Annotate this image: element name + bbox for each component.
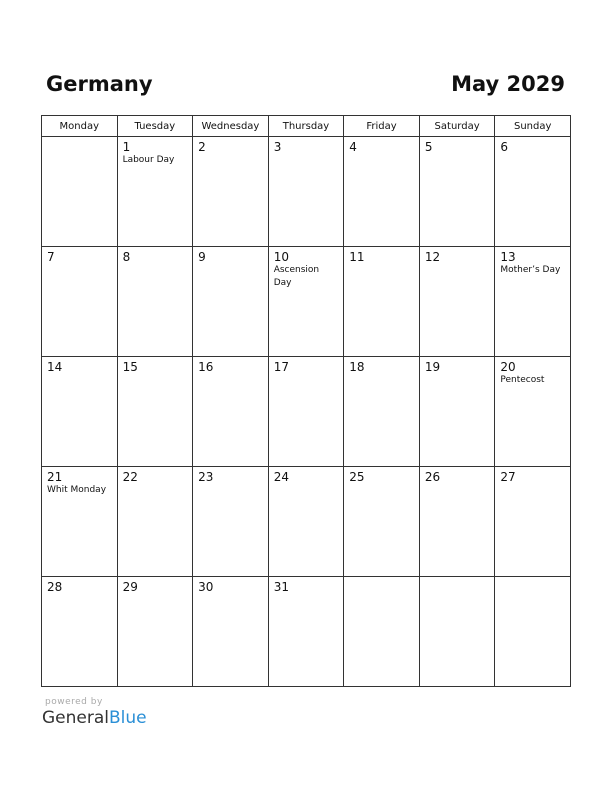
month-year-title: May 2029: [451, 72, 565, 96]
day-number: 7: [47, 250, 55, 264]
day-cell: [495, 357, 571, 467]
day-number: 4: [349, 140, 357, 154]
day-number: 31: [273, 580, 289, 594]
day-cell: [268, 247, 344, 357]
day-number: 23: [198, 470, 214, 484]
day-number: 19: [424, 360, 441, 374]
week-row: [42, 577, 571, 687]
day-number: 15: [122, 360, 138, 374]
day-number: 2: [198, 140, 206, 154]
day-number: 18: [349, 360, 365, 374]
weekday-header: Thursday: [268, 116, 344, 137]
day-number: 26: [424, 470, 441, 484]
weekday-header: Monday: [42, 116, 118, 137]
holiday-label: Whit Monday: [47, 485, 107, 495]
day-number: 17: [273, 360, 289, 374]
day-cell: [117, 357, 193, 467]
day-cell: [495, 577, 571, 687]
day-number: 29: [122, 580, 138, 594]
day-cell: [344, 467, 420, 577]
powered-by-text: powered by: [45, 697, 103, 707]
week-row: [42, 467, 571, 577]
weekday-header: Wednesday: [193, 116, 269, 137]
week-row: [42, 247, 571, 357]
day-number: 5: [424, 140, 433, 154]
day-number: 10: [273, 250, 289, 264]
day-cell: [42, 467, 118, 577]
day-cell: [495, 137, 571, 247]
holiday-label: Mother’s Day: [500, 265, 561, 275]
day-number: 28: [47, 580, 63, 594]
day-number: 14: [47, 360, 63, 374]
country-title: Germany: [46, 72, 153, 96]
day-cell: [268, 577, 344, 687]
day-cell: [344, 137, 420, 247]
week-row: [42, 357, 571, 467]
day-number: 20: [500, 360, 516, 374]
day-number: 13: [500, 250, 516, 264]
day-cell: [419, 247, 495, 357]
week-row: [42, 137, 571, 247]
day-number: 21: [47, 470, 63, 484]
day-number: 30: [198, 580, 214, 594]
day-cell: [117, 467, 193, 577]
day-cell: [268, 137, 344, 247]
day-cell: [193, 357, 269, 467]
holiday-label: Pentecost: [500, 375, 545, 385]
day-number: 11: [349, 250, 365, 264]
day-number: 9: [198, 250, 206, 264]
day-number: 1: [122, 140, 131, 154]
day-cell: [193, 467, 269, 577]
day-number: 8: [122, 250, 131, 264]
weekday-header: Sunday: [495, 116, 571, 137]
day-cell: [419, 467, 495, 577]
day-cell: [117, 137, 193, 247]
day-cell: [268, 357, 344, 467]
day-cell: [419, 137, 495, 247]
day-number: 24: [273, 470, 289, 484]
weekday-header: Friday: [344, 116, 420, 137]
day-cell: [344, 577, 420, 687]
day-number: [495, 577, 570, 580]
day-number: 22: [122, 470, 138, 484]
day-cell: [117, 577, 193, 687]
day-number: 25: [349, 470, 365, 484]
day-number: [420, 577, 495, 580]
day-number: 3: [273, 140, 282, 154]
day-number: 27: [500, 470, 516, 484]
weekday-header: Tuesday: [117, 116, 193, 137]
weekday-header: Saturday: [419, 116, 495, 137]
brand-name-part2: Blue: [109, 708, 147, 728]
day-number: 6: [500, 140, 509, 154]
generalblue-logo[interactable]: [42, 707, 147, 729]
day-cell: [42, 137, 118, 247]
calendar-grid: [41, 115, 571, 687]
weekday-header-row: [42, 116, 571, 137]
day-cell: [495, 467, 571, 577]
day-number: 16: [198, 360, 214, 374]
day-cell: [344, 357, 420, 467]
holiday-label: Ascension Day: [273, 265, 320, 288]
day-cell: [117, 247, 193, 357]
day-number: 12: [424, 250, 441, 264]
day-cell: [344, 247, 420, 357]
day-cell: [42, 247, 118, 357]
day-cell: [419, 357, 495, 467]
day-cell: [42, 357, 118, 467]
brand-name-part1: General: [42, 708, 109, 728]
day-cell: [193, 247, 269, 357]
holiday-label: Labour Day: [122, 155, 175, 165]
day-cell: [193, 577, 269, 687]
day-number: [344, 577, 419, 580]
day-cell: [495, 247, 571, 357]
day-cell: [42, 577, 118, 687]
day-cell: [419, 577, 495, 687]
day-number: [42, 137, 117, 140]
day-cell: [193, 137, 269, 247]
day-cell: [268, 467, 344, 577]
